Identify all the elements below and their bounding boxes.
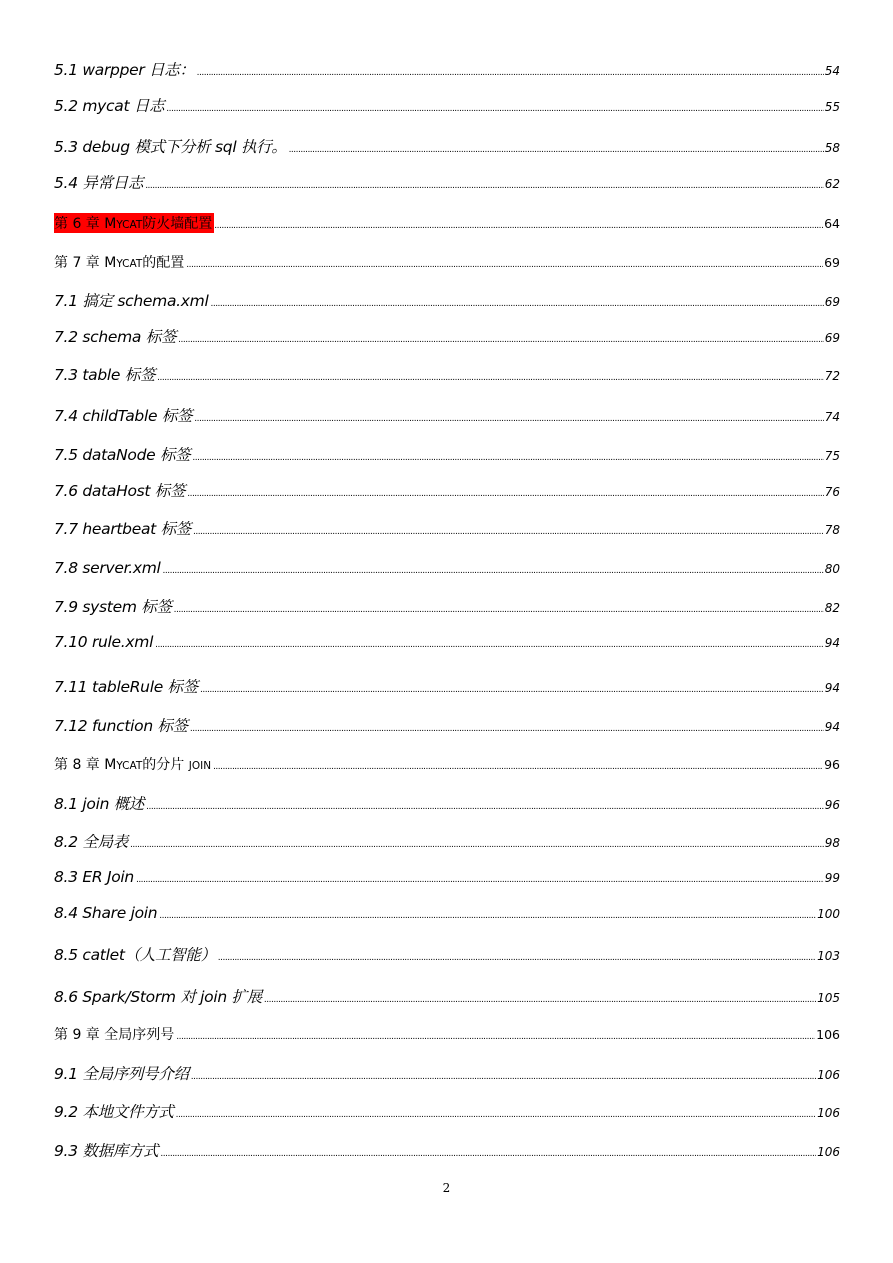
toc-leader-dots (186, 260, 823, 270)
toc-entry-title: 7.12 function 标签 (54, 717, 188, 735)
toc-entry-title: 7.5 dataNode 标签 (54, 446, 191, 464)
toc-entry-title: 8.1 join 概述 (54, 795, 145, 813)
toc-leader-dots (159, 911, 816, 921)
toc-leader-dots (210, 299, 823, 309)
toc-chapter-entry[interactable] (54, 213, 840, 233)
toc-leader-dots (176, 1110, 817, 1120)
toc-entry[interactable] (54, 714, 840, 736)
toc-leader-dots (146, 802, 824, 812)
chapter-smallcaps: YCAT (116, 258, 143, 270)
toc-entry-page: 55 (824, 100, 840, 114)
toc-chapter-entry[interactable] (54, 1024, 840, 1044)
toc-leader-dots (178, 335, 824, 345)
toc-entry-title: 9.3 数据库方式 (54, 1142, 159, 1160)
toc-entry-page: 94 (824, 681, 840, 695)
toc-chapter-entry[interactable] (54, 252, 840, 272)
toc-leader-dots (130, 840, 824, 850)
toc-entry[interactable] (54, 830, 840, 852)
toc-leader-dots (264, 995, 816, 1005)
chapter-suffix: 的分片 (142, 757, 189, 773)
chapter-prefix: 第 7 章 M (54, 255, 117, 271)
toc-entry-title: 7.1 搞定 schema.xml (54, 292, 209, 310)
chapter-smallcaps-2: JOIN (188, 760, 212, 772)
toc-entry[interactable] (54, 559, 840, 577)
toc-entry-title: 8.6 Spark/Storm 对 join 扩展 (54, 988, 262, 1006)
toc-leader-dots (145, 181, 824, 191)
toc-leader-dots (160, 1149, 816, 1159)
toc-leader-dots (214, 221, 823, 231)
toc-entry-page: 100 (817, 907, 840, 921)
toc-entry-page: 76 (824, 485, 840, 499)
toc-entry-title: 5.1 warpper 日志： (54, 61, 195, 79)
toc-leader-dots (218, 953, 816, 963)
toc-entry-title: 7.4 childTable 标签 (54, 407, 193, 425)
toc-entry[interactable] (54, 363, 840, 385)
toc-chapter-entry[interactable] (54, 754, 840, 774)
toc-leader-dots (187, 489, 824, 499)
toc-entry-page: 94 (824, 636, 840, 650)
toc-entry[interactable] (54, 404, 840, 426)
toc-entry-title: 5.4 异常日志 (54, 174, 144, 192)
toc-entry-page: 106 (817, 1106, 840, 1120)
toc-entry[interactable] (54, 58, 840, 80)
toc-leader-dots (166, 104, 823, 114)
toc-leader-dots (163, 566, 824, 576)
toc-entry[interactable] (54, 792, 840, 814)
toc-entry[interactable] (54, 1062, 840, 1084)
chapter-smallcaps: YCAT (116, 760, 143, 772)
toc-entry-page: 74 (824, 410, 840, 424)
toc-leader-dots (193, 527, 824, 537)
toc-entry[interactable] (54, 171, 840, 193)
chapter-prefix: 第 8 章 M (54, 757, 117, 773)
toc-entry-page: 58 (824, 141, 840, 155)
toc-entry[interactable] (54, 135, 840, 157)
toc-entry-page: 103 (817, 949, 840, 963)
toc-entry-title: 7.8 server.xml (54, 559, 161, 577)
toc-entry-page: 96 (824, 798, 840, 812)
toc-leader-dots (176, 1032, 815, 1042)
chapter-suffix: 的配置 (142, 255, 185, 271)
page-number: 2 (442, 1181, 451, 1195)
toc-entry-title: 7.11 tableRule 标签 (54, 678, 198, 696)
toc-entry[interactable] (54, 1139, 840, 1161)
toc-entry-title: 7.6 dataHost 标签 (54, 482, 186, 500)
toc-entry-page: 69 (824, 331, 840, 345)
toc-entry-page: 106 (817, 1068, 840, 1082)
toc-entry-title: 第 9 章 全局序列号 (54, 1027, 175, 1043)
toc-entry-title: 7.2 schema 标签 (54, 328, 177, 346)
toc-entry-page: 69 (824, 255, 840, 270)
toc-entry-page: 72 (824, 369, 840, 383)
toc-leader-dots (289, 145, 824, 155)
chapter-suffix: 防火墙配置 (142, 216, 213, 232)
toc-entry-page: 69 (824, 295, 840, 309)
chapter-smallcaps: YCAT (116, 219, 143, 231)
toc-entry-title: 9.2 本地文件方式 (54, 1103, 174, 1121)
toc-entry-page: 82 (824, 601, 840, 615)
chapter-prefix: 第 6 章 M (54, 216, 117, 232)
toc-entry-title: 7.10 rule.xml (54, 633, 154, 651)
toc-entry-page: 75 (824, 449, 840, 463)
toc-leader-dots (197, 68, 824, 78)
toc-entry[interactable] (54, 675, 840, 697)
toc-entry-title-highlighted (54, 213, 214, 233)
toc-entry-page: 98 (824, 836, 840, 850)
toc-entry-page: 80 (824, 562, 840, 576)
toc-leader-dots (155, 640, 824, 650)
toc-entry-page: 105 (817, 991, 840, 1005)
toc-entry-page: 99 (824, 871, 840, 885)
toc-entry-title: 7.3 table 标签 (54, 366, 156, 384)
toc-leader-dots (157, 373, 824, 383)
toc-entry-page: 78 (824, 523, 840, 537)
toc-entry-title: 5.3 debug 模式下分析 sql 执行。 (54, 138, 287, 156)
toc-entry-page: 106 (816, 1027, 840, 1042)
toc-entry-title: 7.7 heartbeat 标签 (54, 520, 191, 538)
toc-entry[interactable] (54, 479, 840, 501)
toc-entry-page: 62 (824, 177, 840, 191)
toc-entry-title: 7.9 system 标签 (54, 598, 172, 616)
toc-entry[interactable] (54, 289, 840, 311)
toc-entry[interactable] (54, 868, 840, 886)
toc-leader-dots (136, 875, 824, 885)
toc-leader-dots (213, 762, 823, 772)
toc-entry-title: 8.2 全局表 (54, 833, 128, 851)
toc-entry-title: 9.1 全局序列号介绍 (54, 1065, 189, 1083)
toc-entry-page: 106 (817, 1145, 840, 1159)
toc-entry[interactable] (54, 595, 840, 617)
toc-leader-dots (200, 685, 824, 695)
toc-entry-page: 96 (824, 757, 840, 772)
toc-leader-dots (174, 605, 824, 615)
toc-entry[interactable] (54, 1100, 840, 1122)
toc-entry-page: 54 (824, 64, 840, 78)
toc-entry[interactable] (54, 985, 840, 1007)
toc-entry-title: 8.3 ER Join (54, 868, 134, 886)
toc-leader-dots (190, 724, 824, 734)
toc-entry-title: 8.4 Share join (54, 904, 158, 922)
toc-entry-title: 8.5 catlet（人工智能） (54, 946, 216, 964)
toc-leader-dots (192, 453, 823, 463)
toc-entry-title: 5.2 mycat 日志 (54, 97, 165, 115)
toc-entry-page: 64 (824, 216, 840, 231)
toc-entry[interactable] (54, 943, 840, 965)
toc-entry[interactable] (54, 904, 840, 922)
toc-entry-title (54, 754, 213, 774)
toc-entry[interactable] (54, 517, 840, 539)
toc-entry-page: 94 (824, 720, 840, 734)
toc-entry-title (54, 252, 186, 272)
toc-leader-dots (194, 414, 823, 424)
toc-entry[interactable] (54, 94, 840, 116)
toc-entry[interactable] (54, 325, 840, 347)
toc-leader-dots (191, 1072, 816, 1082)
toc-entry[interactable] (54, 633, 840, 651)
toc-entry[interactable] (54, 443, 840, 465)
